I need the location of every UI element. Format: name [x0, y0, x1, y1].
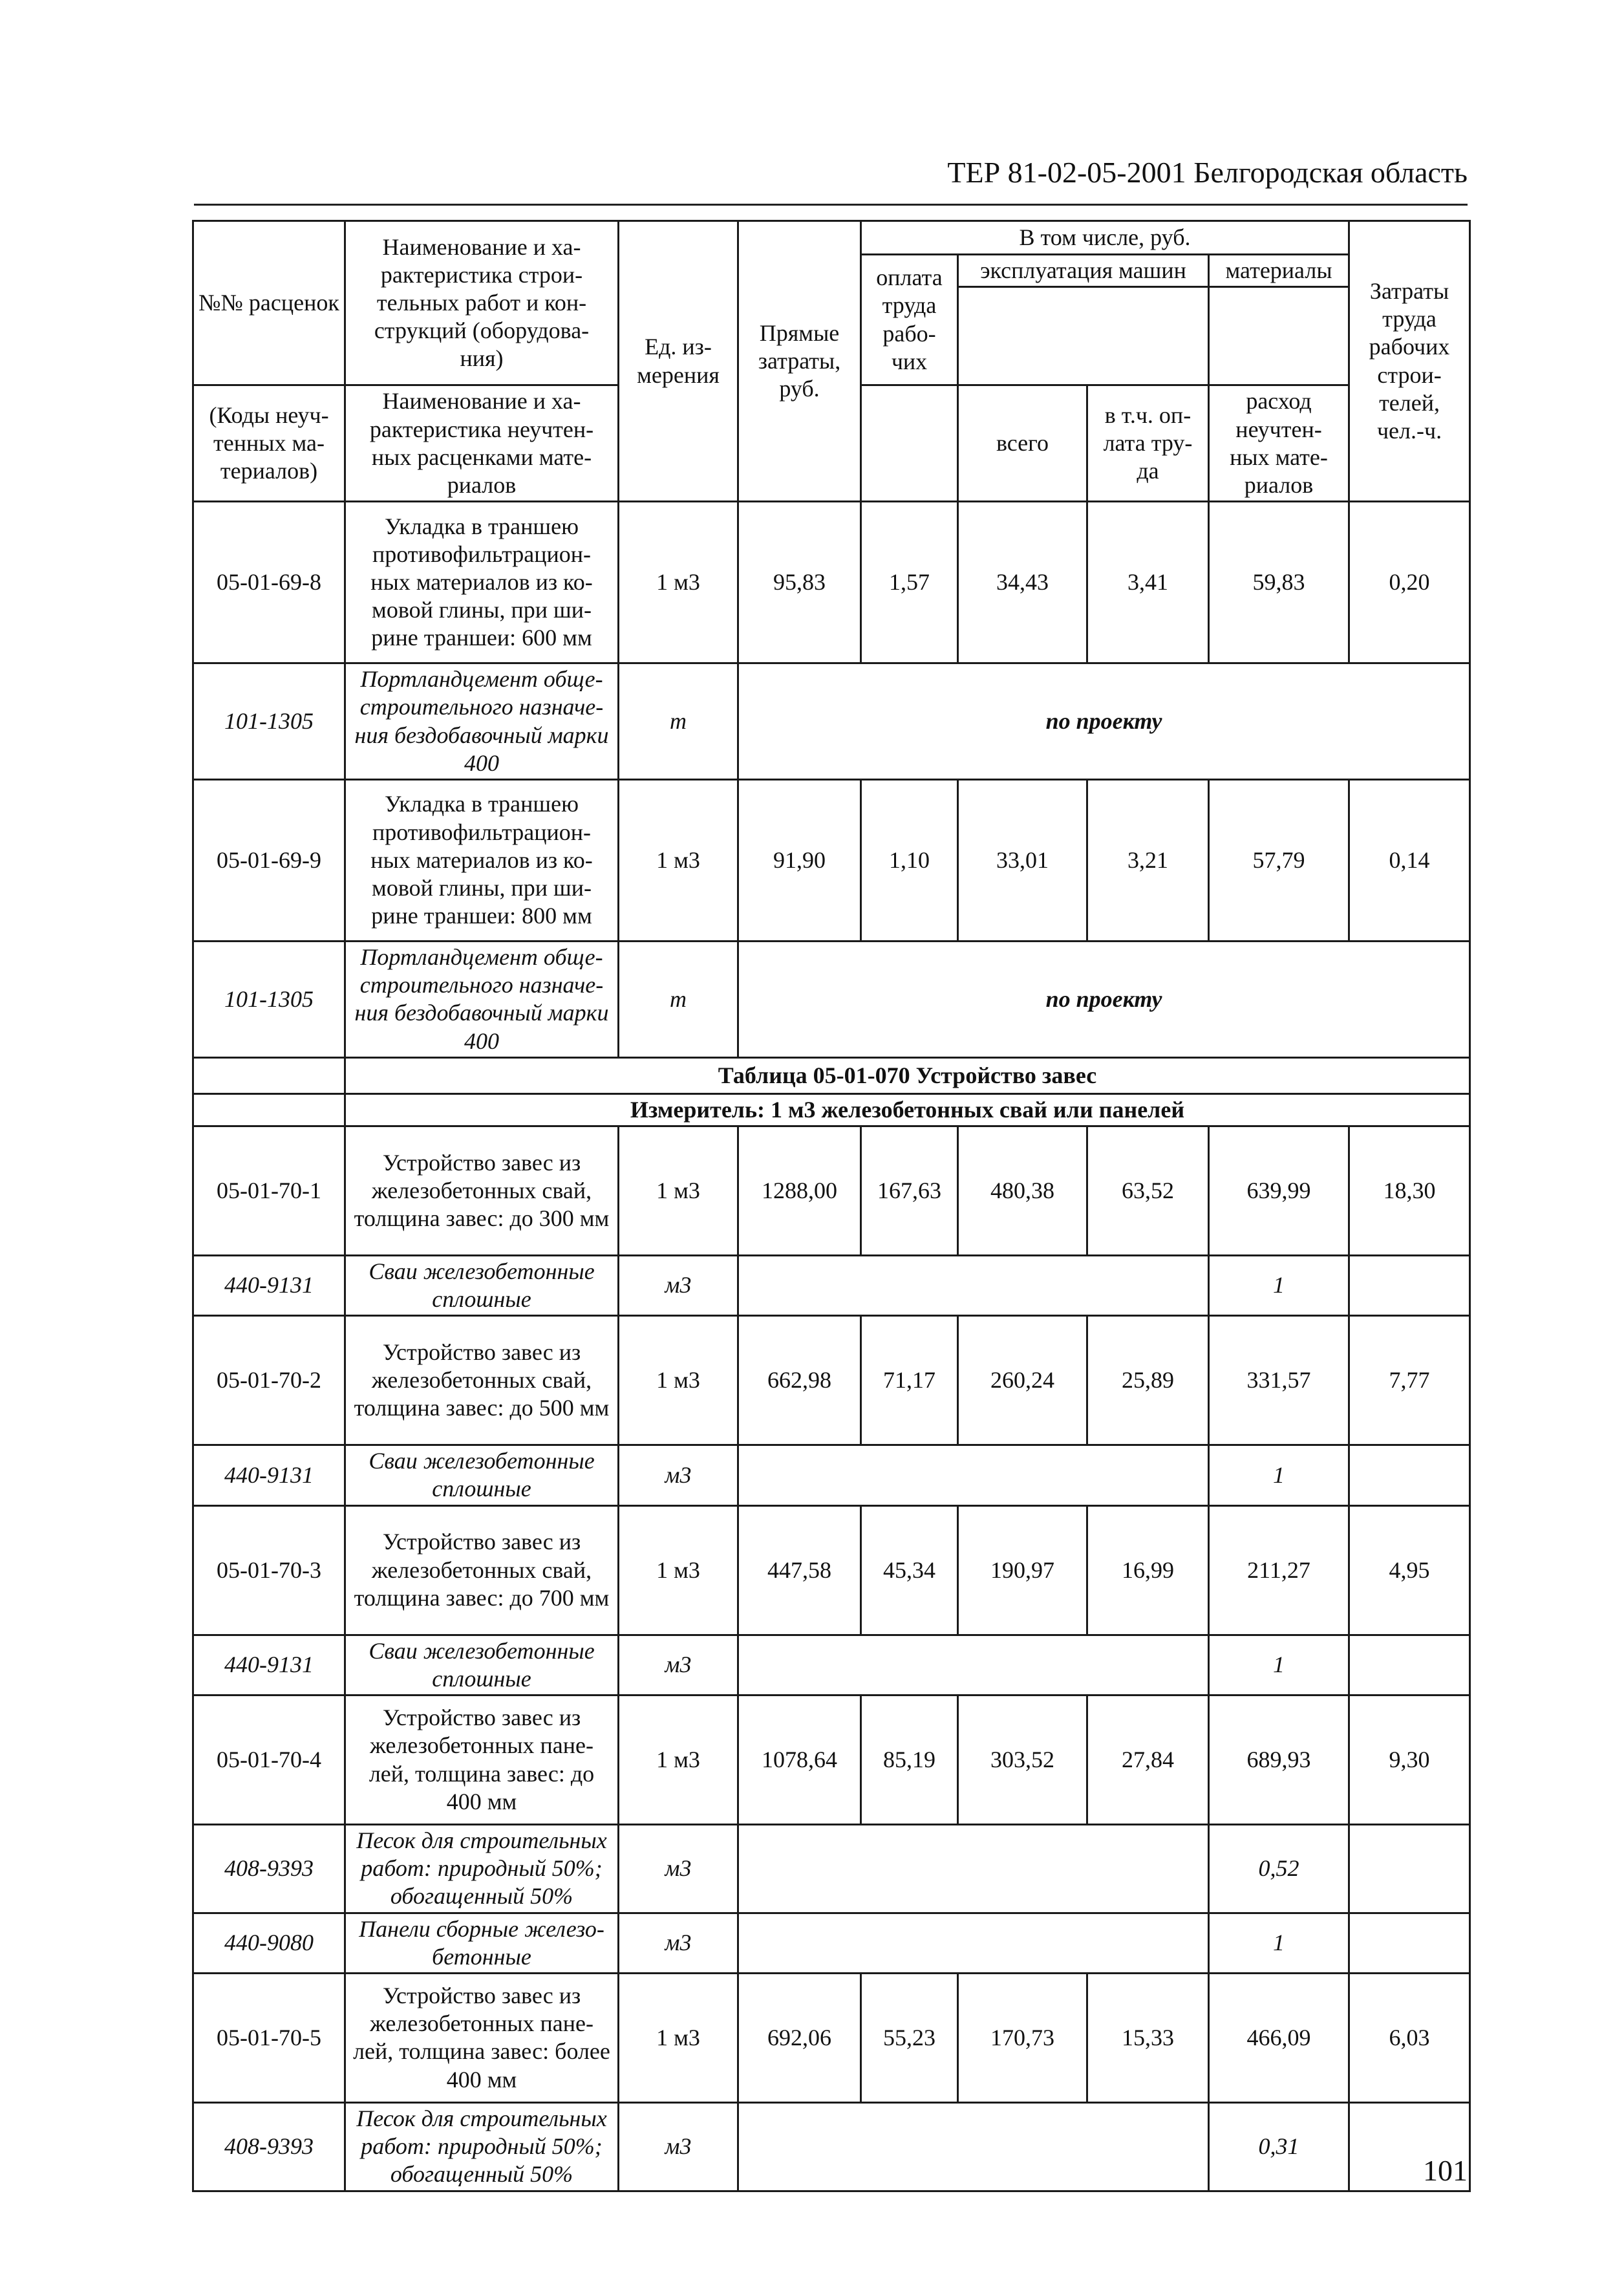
table-row — [193, 502, 1470, 663]
material-code: 101-1305 — [193, 663, 345, 780]
unit-cell: 1 м3 — [619, 779, 738, 941]
material-blank — [1349, 1825, 1470, 1913]
col-header-machines-total: всего — [958, 385, 1087, 502]
material-unit: м3 — [619, 1635, 738, 1695]
direct-cost-cell: 447,58 — [738, 1505, 861, 1635]
labor-cost-cell: 6,03 — [1349, 1973, 1470, 2102]
material-unit: м3 — [619, 1913, 738, 1973]
table-row — [193, 1505, 1470, 1635]
rate-name: Укладка в траншею противофильтрацион- ных материалов из ко- мовой глины, при ши- рине траншеи: 800 мм — [345, 779, 619, 941]
labor-pay-cell: 45,34 — [861, 1505, 958, 1635]
section-blank — [193, 1057, 345, 1093]
material-row — [193, 663, 1470, 780]
material-blank — [738, 1825, 1209, 1913]
labor-pay-cell: 1,10 — [861, 779, 958, 941]
machines-total-cell: 303,52 — [958, 1695, 1087, 1825]
material-blank — [1349, 1913, 1470, 1973]
page-number: 101 — [1423, 2154, 1468, 2187]
rate-name: Устройство завес из железобетонных пане- лей, толщина завес: более 400 мм — [345, 1973, 619, 2102]
machines-labor-cell: 3,41 — [1087, 502, 1209, 663]
material-unit: т — [619, 941, 738, 1057]
material-row — [193, 941, 1470, 1057]
rate-name: Устройство завес из железобетонных свай, толщина завес: до 300 мм — [345, 1126, 619, 1255]
material-qty: 1 — [1209, 1635, 1349, 1695]
rate-name: Устройство завес из железобетонных пане- лей, толщина завес: до 400 мм — [345, 1695, 619, 1825]
materials-cell: 466,09 — [1209, 1973, 1349, 2102]
rate-code: 05-01-70-1 — [193, 1126, 345, 1255]
labor-cost-cell: 0,20 — [1349, 502, 1470, 663]
material-row — [193, 1635, 1470, 1695]
labor-pay-cell: 1,57 — [861, 502, 958, 663]
rate-name: Устройство завес из железобетонных свай, толщина завес: до 700 мм — [345, 1505, 619, 1635]
materials-cell: 57,79 — [1209, 779, 1349, 941]
rate-code: 05-01-70-3 — [193, 1505, 345, 1635]
machines-labor-cell: 3,21 — [1087, 779, 1209, 941]
material-unit: м3 — [619, 1825, 738, 1913]
material-name: Сваи железобетонные сплошные — [345, 1255, 619, 1315]
machines-total-cell: 33,01 — [958, 779, 1087, 941]
machines-labor-cell: 25,89 — [1087, 1316, 1209, 1445]
material-name: Сваи железобетонные сплошные — [345, 1635, 619, 1695]
unit-cell: 1 м3 — [619, 1316, 738, 1445]
material-qty: 0,31 — [1209, 2102, 1349, 2191]
col-header-including: В том числе, руб. — [861, 221, 1349, 255]
labor-pay-cell: 167,63 — [861, 1126, 958, 1255]
col-header-materials-consumption: расход неучтен- ных мате- риалов — [1209, 385, 1349, 502]
material-name: Песок для строительных работ: природный 50%; обогащенный 50% — [345, 1825, 619, 1913]
labor-cost-cell: 18,30 — [1349, 1126, 1470, 1255]
materials-cell: 639,99 — [1209, 1126, 1349, 1255]
material-name: Сваи железобетонные сплошные — [345, 1445, 619, 1505]
material-blank — [738, 1445, 1209, 1505]
col-header-machines-labor: в т.ч. оп- лата тру- да — [1087, 385, 1209, 502]
material-blank — [1349, 1255, 1470, 1315]
col-header-material-codes: (Коды неуч- тенных ма- териалов) — [193, 385, 345, 502]
rate-name: Укладка в траншею противофильтрацион- ных материалов из ко- мовой глины, при ши- рине траншеи: 600 мм — [345, 502, 619, 663]
table-row — [193, 1973, 1470, 2102]
material-blank — [738, 1913, 1209, 1973]
machines-labor-cell: 15,33 — [1087, 1973, 1209, 2102]
rate-name: Устройство завес из железобетонных свай, толщина завес: до 500 мм — [345, 1316, 619, 1445]
rate-code: 05-01-69-9 — [193, 779, 345, 941]
machines-total-cell: 260,24 — [958, 1316, 1087, 1445]
material-code: 440-9131 — [193, 1635, 345, 1695]
unit-cell: 1 м3 — [619, 1973, 738, 2102]
labor-pay-cell: 55,23 — [861, 1973, 958, 2102]
unit-cell: 1 м3 — [619, 1505, 738, 1635]
material-note: по проекту — [738, 663, 1470, 780]
header-blank — [958, 287, 1209, 385]
table-row — [193, 1316, 1470, 1445]
material-name: Песок для строительных работ: природный 50%; обогащенный 50% — [345, 2102, 619, 2191]
direct-cost-cell: 662,98 — [738, 1316, 861, 1445]
document-header-title: ТЕР 81-02-05-2001 Белгородская область — [947, 156, 1468, 189]
material-code: 440-9080 — [193, 1913, 345, 1973]
rate-code: 05-01-69-8 — [193, 502, 345, 663]
material-name: Портландцемент обще- строительного назначе- ния бездобавочный марки 400 — [345, 941, 619, 1057]
material-blank — [738, 1635, 1209, 1695]
material-code: 408-9393 — [193, 2102, 345, 2191]
section-table-title: Таблица 05-01-070 Устройство завес — [345, 1057, 1470, 1093]
material-code: 408-9393 — [193, 1825, 345, 1913]
unit-cell: 1 м3 — [619, 1695, 738, 1825]
material-row — [193, 2102, 1470, 2191]
rate-code: 05-01-70-2 — [193, 1316, 345, 1445]
materials-cell: 689,93 — [1209, 1695, 1349, 1825]
labor-cost-cell: 7,77 — [1349, 1316, 1470, 1445]
material-qty: 1 — [1209, 1445, 1349, 1505]
material-name: Портландцемент обще- строительного назначе- ния бездобавочный марки 400 — [345, 663, 619, 780]
material-row — [193, 1255, 1470, 1315]
header-divider — [194, 204, 1468, 206]
material-note: по проекту — [738, 941, 1470, 1057]
material-name: Панели сборные железо- бетонные — [345, 1913, 619, 1973]
col-header-machines: эксплуатация машин — [958, 255, 1209, 287]
section-measure-unit: Измеритель: 1 м3 железобетонных свай или панелей — [345, 1093, 1470, 1126]
machines-total-cell: 34,43 — [958, 502, 1087, 663]
table-row — [193, 1695, 1470, 1825]
rates-table — [192, 220, 1471, 2192]
material-unit: м3 — [619, 1255, 738, 1315]
labor-cost-cell: 0,14 — [1349, 779, 1470, 941]
direct-cost-cell: 91,90 — [738, 779, 861, 941]
material-unit: м3 — [619, 2102, 738, 2191]
direct-cost-cell: 1078,64 — [738, 1695, 861, 1825]
rate-code: 05-01-70-5 — [193, 1973, 345, 2102]
machines-total-cell: 170,73 — [958, 1973, 1087, 2102]
labor-cost-cell: 4,95 — [1349, 1505, 1470, 1635]
labor-pay-cell: 71,17 — [861, 1316, 958, 1445]
machines-labor-cell: 63,52 — [1087, 1126, 1209, 1255]
material-qty: 1 — [1209, 1913, 1349, 1973]
table-row — [193, 779, 1470, 941]
table-row — [193, 1126, 1470, 1255]
header-blank — [1209, 287, 1349, 385]
material-code: 440-9131 — [193, 1255, 345, 1315]
machines-labor-cell: 16,99 — [1087, 1505, 1209, 1635]
col-header-materials: материалы — [1209, 255, 1349, 287]
machines-total-cell: 190,97 — [958, 1505, 1087, 1635]
col-header-unit: Ед. из- мерения — [619, 221, 738, 502]
unit-cell: 1 м3 — [619, 1126, 738, 1255]
machines-labor-cell: 27,84 — [1087, 1695, 1209, 1825]
col-header-name: Наименование и ха- рактеристика строи- тельных работ и кон- струкций (оборудова- ния) — [345, 221, 619, 385]
material-blank — [1349, 1445, 1470, 1505]
material-code: 440-9131 — [193, 1445, 345, 1505]
direct-cost-cell: 692,06 — [738, 1973, 861, 2102]
direct-cost-cell: 95,83 — [738, 502, 861, 663]
material-code: 101-1305 — [193, 941, 345, 1057]
rate-code: 05-01-70-4 — [193, 1695, 345, 1825]
materials-cell: 211,27 — [1209, 1505, 1349, 1635]
materials-cell: 331,57 — [1209, 1316, 1349, 1445]
machines-total-cell: 480,38 — [958, 1126, 1087, 1255]
material-qty: 0,52 — [1209, 1825, 1349, 1913]
labor-cost-cell: 9,30 — [1349, 1695, 1470, 1825]
material-blank — [1349, 1635, 1470, 1695]
materials-cell: 59,83 — [1209, 502, 1349, 663]
col-header-labor-pay: оплата труда рабо- чих — [861, 255, 958, 385]
header-blank — [861, 385, 958, 502]
direct-cost-cell: 1288,00 — [738, 1126, 861, 1255]
col-header-material-names: Наименование и ха- рактеристика неучтен- ных расценками мате- риалов — [345, 385, 619, 502]
col-header-labor-cost: Затраты труда рабочих строи- телей, чел.-ч. — [1349, 221, 1470, 502]
material-row — [193, 1825, 1470, 1913]
col-header-code: №№ расценок — [193, 221, 345, 385]
col-header-direct-costs: Прямые затраты, руб. — [738, 221, 861, 502]
material-unit: т — [619, 663, 738, 780]
material-qty: 1 — [1209, 1255, 1349, 1315]
labor-pay-cell: 85,19 — [861, 1695, 958, 1825]
material-blank — [738, 2102, 1209, 2191]
unit-cell: 1 м3 — [619, 502, 738, 663]
section-blank — [193, 1093, 345, 1126]
material-row — [193, 1445, 1470, 1505]
material-blank — [738, 1255, 1209, 1315]
material-row — [193, 1913, 1470, 1973]
material-unit: м3 — [619, 1445, 738, 1505]
